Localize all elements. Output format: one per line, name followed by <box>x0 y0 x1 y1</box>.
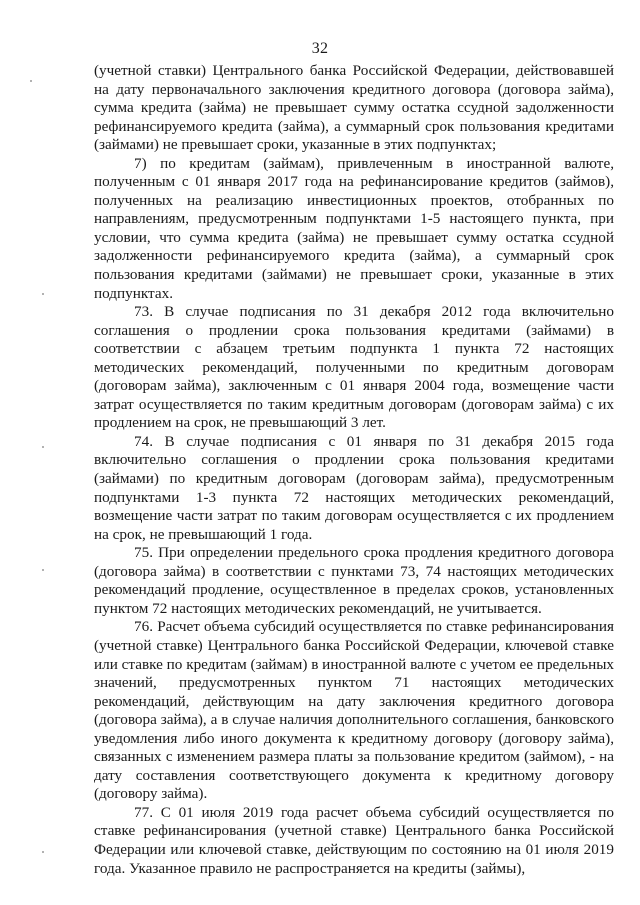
scan-speck <box>42 851 44 853</box>
paragraph-73: 73. В случае подписания по 31 декабря 2012 года включительно соглашения о продлении срока пользования кредитами (займами) в соответствии с абзацем третьим подпункта 1 пункта 72 настоящих методических рекомендаций, полученными по кредитным договорам (договорам займа), заключенным с 01 января 2004 года, возмещение части затрат осуществляется по таким кредитным договорам (договорам займа) с их продлением на срок, не превышающий 3 лет. <box>94 303 614 432</box>
scan-speck <box>30 80 32 82</box>
paragraph-75: 75. При определении предельного срока продления кредитного договора (договора займа) в соответствии с пунктами 73, 74 настоящих методических рекомендаций продление, осуществленное в пределах сроков, установленных пунктом 72 настоящих методических рекомендаций, не учитывается. <box>94 544 614 617</box>
paragraph-continuation: (учетной ставки) Центрального банка Российской Федерации, действовавшей на дату первоначального заключения кредитного договора (договора займа), сумма кредита (займа) не превышает сумму остатка ссудной задолженности рефинансируемого кредита (займа), а суммарный срок пользования кредитами (займами) не превышает сроки, указанные в этих подпунктах; <box>94 62 614 154</box>
scan-speck <box>42 446 44 448</box>
paragraph-76: 76. Расчет объема субсидий осуществляется по ставке рефинансирования (учетной ставке) Центрального банка Российской Федерации, ключевой ставке или ставке по кредитам (займам) в иностранной валюте с учетом ее предельных значений, предусмотренных пунктом 71 настоящих методических рекомендаций, действующим на дату заключения кредитного договора (договора займа), а в случае наличия дополнительного соглашения, банковского уведомления либо иного документа к кредитному договору (договору займа), связанных с изменением размера платы за пользование кредитом (займом), - на дату составления соответствующего документа к кредитному договору (договору займа). <box>94 618 614 803</box>
page-number: 32 <box>311 40 329 57</box>
paragraph-77: 77. С 01 июля 2019 года расчет объема субсидий осуществляется по ставке рефинансирования (учетной ставке) Центрального банка Российской Федерации или ключевой ставке, действующим по состоянию на 01 июля 2019 года. Указанное правило не распространяется на кредиты (займы), <box>94 803 614 877</box>
scan-speck <box>42 569 44 571</box>
paragraph-74: 74. В случае подписания с 01 января по 31 декабря 2015 года включительно соглашения о продлении срока пользования кредитами (займами) по кредитным договорам (договорам займа), предусмотренным подпунктами 1-3 пункта 72 настоящих методических рекомендаций, возмещение части затрат по таким договорам осуществляется с их продлением на срок, не превышающий 1 года. <box>94 432 614 543</box>
paragraph-subitem-7: 7) по кредитам (займам), привлеченным в иностранной валюте, полученным с 01 января 2017 года на рефинансирование кредитов (займов), полученных на реализацию инвестиционных проектов, отобранных по направлениям, предусмотренным подпунктами 1-5 настоящего пункта, при условии, что сумма кредита (займа) не превышает сумму остатка ссудной задолженности рефинансируемого кредита (займа), а суммарный срок пользования кредитами (займами) не превышает сроки, указанные в этих подпунктах. <box>94 154 614 302</box>
document-body <box>94 62 614 878</box>
scan-speck <box>42 293 44 295</box>
